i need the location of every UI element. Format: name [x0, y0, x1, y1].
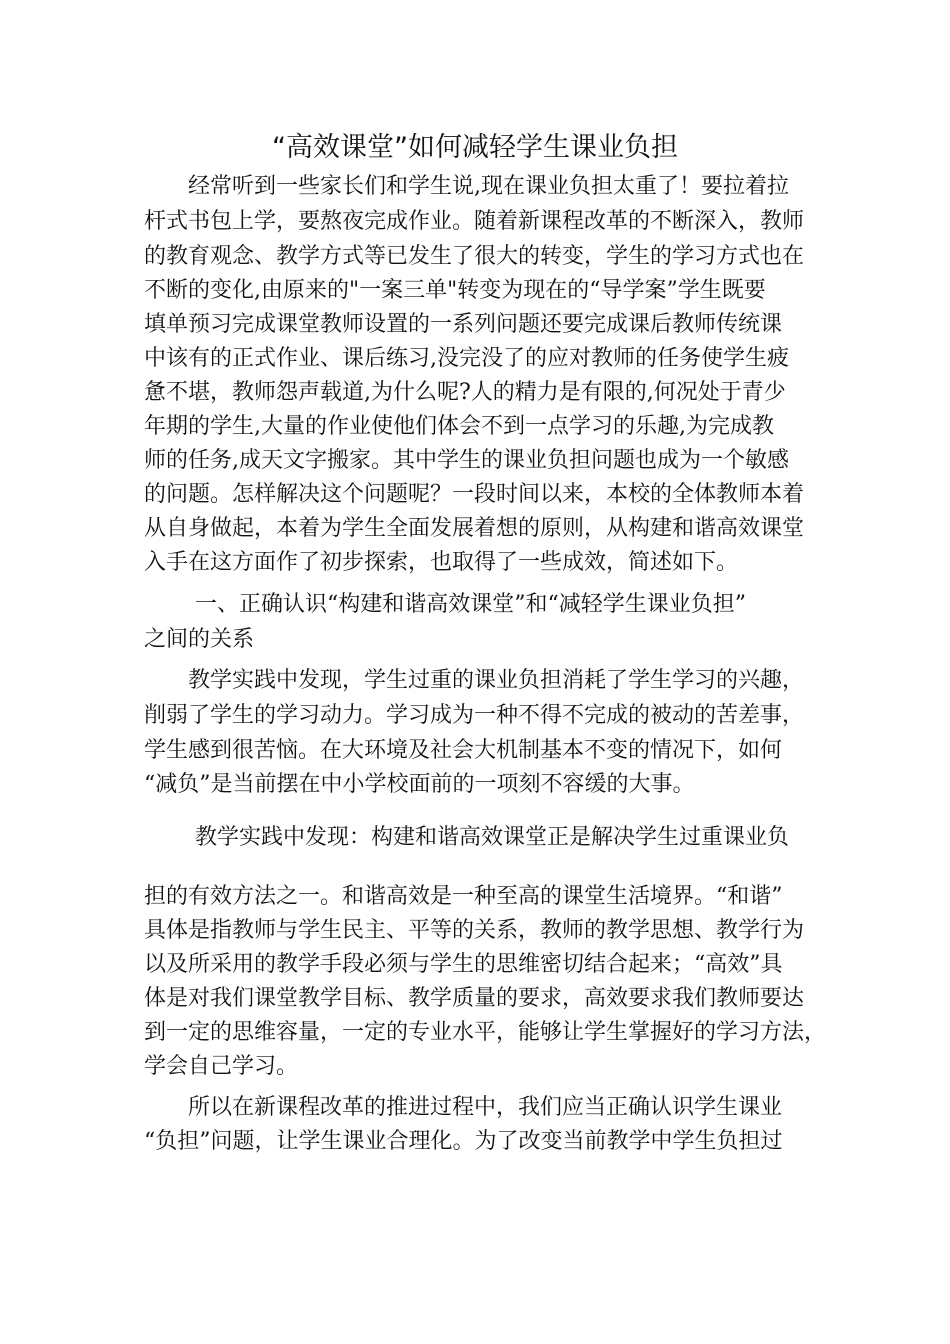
body-line: 教学实践中发现：构建和谐高效课堂正是解决学生过重课业负: [144, 825, 789, 850]
body-line: 入手在这方面作了初步探索，也取得了一些成效，简述如下。: [144, 550, 739, 575]
body-line: 具体是指教师与学生民主、平等的关系，教师的教学思想、教学行为: [144, 918, 805, 943]
body-line: 学生感到很苦恼。在大环境及社会大机制基本不变的情况下，如何: [144, 738, 783, 763]
body-line: 年期的学生,大量的作业使他们体会不到一点学习的乐趣,为完成教: [144, 414, 774, 439]
body-line: 杆式书包上学，要熬夜完成作业。随着新课程改革的不断深入，教师: [144, 209, 805, 234]
body-line: 学会自己学习。: [144, 1054, 299, 1079]
body-line: 的教育观念、教学方式等已发生了很大的转变，学生的学习方式也在: [144, 244, 805, 269]
body-line: 到一定的思维容量，一定的专业水平，能够让学生掌握好的学习方法，: [144, 1020, 827, 1045]
body-line: 惫不堪，教师怨声载道,为什么呢?人的精力是有限的,何况处于青少: [144, 380, 786, 405]
body-line: 中该有的正式作业、课后练习,没完没了的应对教师的任务使学生疲: [144, 346, 789, 371]
body-line: 经常听到一些家长们和学生说,现在课业负担太重了！要拉着拉: [144, 174, 789, 199]
document-title: “高效课堂”如何减轻学生课业负担: [272, 132, 678, 163]
body-line: 从自身做起，本着为学生全面发展着想的原则，从构建和谐高效课堂: [144, 516, 805, 541]
body-line: 一、正确认识“构建和谐高效课堂”和“减轻学生课业负担”: [144, 592, 746, 617]
body-line: 之间的关系: [144, 627, 255, 652]
body-line: “减负”是当前摆在中小学校面前的一项刻不容缓的大事。: [144, 772, 695, 797]
body-line: 教学实践中发现，学生过重的课业负担消耗了学生学习的兴趣，: [144, 668, 805, 693]
body-line: 填单预习完成课堂教师设置的一系列问题还要完成课后教师传统课: [144, 312, 783, 337]
body-line: “负担”问题，让学生课业合理化。为了改变当前教学中学生负担过: [144, 1129, 783, 1154]
body-line: 削弱了学生的学习动力。学习成为一种不得不完成的被动的苦差事，: [144, 703, 805, 728]
body-line: 以及所采用的教学手段必须与学生的思维密切结合起来；“高效”具: [144, 952, 783, 977]
body-line: 担的有效方法之一。和谐高效是一种至高的课堂生活境界。“和谐”: [144, 884, 783, 909]
body-line: 不断的变化,由原来的"一案三单"转变为现在的“导学案”学生既要: [144, 278, 766, 303]
body-line: 的问题。怎样解决这个问题呢？一段时间以来，本校的全体教师本着: [144, 482, 805, 507]
body-line: 师的任务,成天文字搬家。其中学生的课业负担问题也成为一个敏感: [144, 448, 789, 473]
body-line: 体是对我们课堂教学目标、教学质量的要求，高效要求我们教师要达: [144, 986, 805, 1011]
body-line: 所以在新课程改革的推进过程中，我们应当正确认识学生课业: [144, 1095, 783, 1120]
